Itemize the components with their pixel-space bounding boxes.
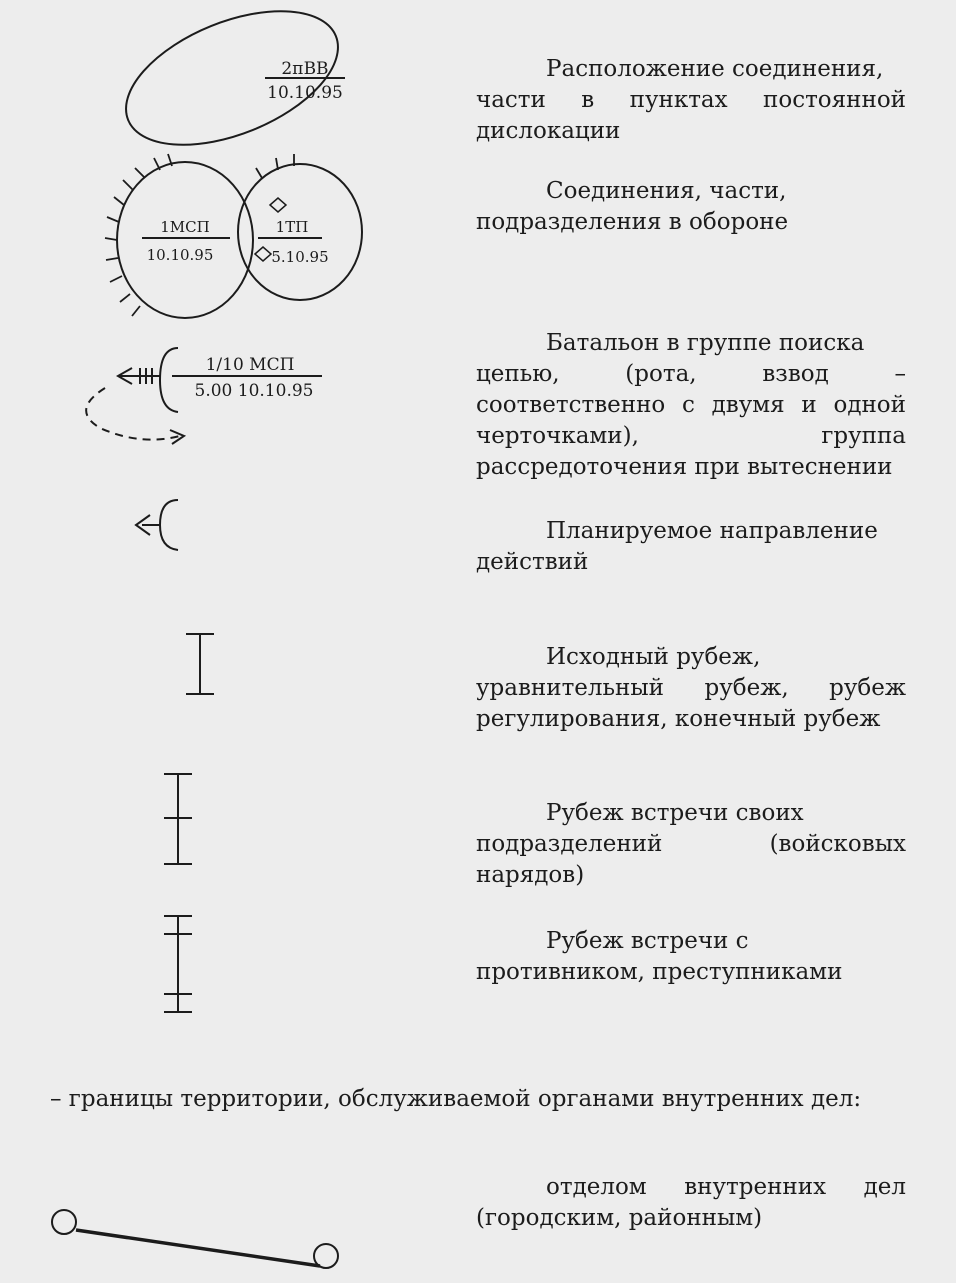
meeting-own-symbol: [164, 774, 192, 864]
desc-location-rest: части в пунктах постоянной дислокации: [476, 87, 906, 144]
desc-meeting-own-line1: Рубеж встречи своих: [546, 800, 804, 826]
defense-left-label: 1МСП: [160, 218, 210, 236]
department-boundary-symbol: [52, 1210, 338, 1268]
battalion-label: 1/10 МСП: [205, 355, 295, 375]
desc-defense-line1: Соединения, части,: [546, 178, 787, 204]
battalion-date: 5.00 10.10.95: [194, 381, 314, 401]
initial-line-symbol: [186, 634, 214, 694]
desc-department: [476, 1172, 906, 1234]
desc-meeting-own-rest: подразделений (войсковых нарядов): [476, 831, 906, 888]
defense-symbol: [105, 154, 362, 318]
desc-location-line1: Расположение соединения,: [546, 56, 884, 82]
desc-initial-line1: Исходный рубеж,: [546, 644, 761, 670]
desc-battalion: [476, 328, 906, 483]
desc-defense-rest: подразделения в обороне: [476, 209, 789, 235]
desc-battalion-line1: Батальон в группе поиска: [546, 330, 865, 356]
desc-meeting-enemy-line1: Рубеж встречи с: [546, 928, 749, 954]
desc-direction: [476, 516, 906, 578]
territory-heading: – границы территории, обслуживаемой органами внутренних дел:: [50, 1086, 862, 1112]
desc-meeting-enemy: [476, 926, 906, 988]
location-label: 2пВВ: [281, 59, 329, 79]
desc-department-line1: отделом внутренних дел: [546, 1174, 906, 1200]
defense-right-date: 5.10.95: [271, 248, 329, 266]
desc-battalion-rest: цепью, (рота, взвод – соответственно с двумя и одной черточками), группа рассредоточения при вытеснении: [476, 361, 906, 480]
desc-defense: [476, 176, 906, 238]
desc-direction-rest: действий: [476, 549, 589, 575]
desc-meeting-enemy-rest: противником, преступниками: [476, 959, 843, 985]
meeting-enemy-symbol: [164, 916, 192, 1012]
location-date: 10.10.95: [267, 83, 343, 103]
desc-initial-line: [476, 642, 906, 735]
defense-right-label: 1ТП: [275, 218, 309, 236]
desc-initial-rest: уравнительный рубеж, рубеж регулирования, конечный рубеж: [476, 675, 906, 732]
desc-location: [476, 54, 906, 147]
desc-direction-line1: Планируемое направление: [546, 518, 878, 544]
defense-left-date: 10.10.95: [146, 246, 214, 264]
direction-symbol: [136, 500, 178, 550]
desc-department-rest: (городским, районным): [476, 1205, 763, 1231]
desc-meeting-own: [476, 798, 906, 891]
